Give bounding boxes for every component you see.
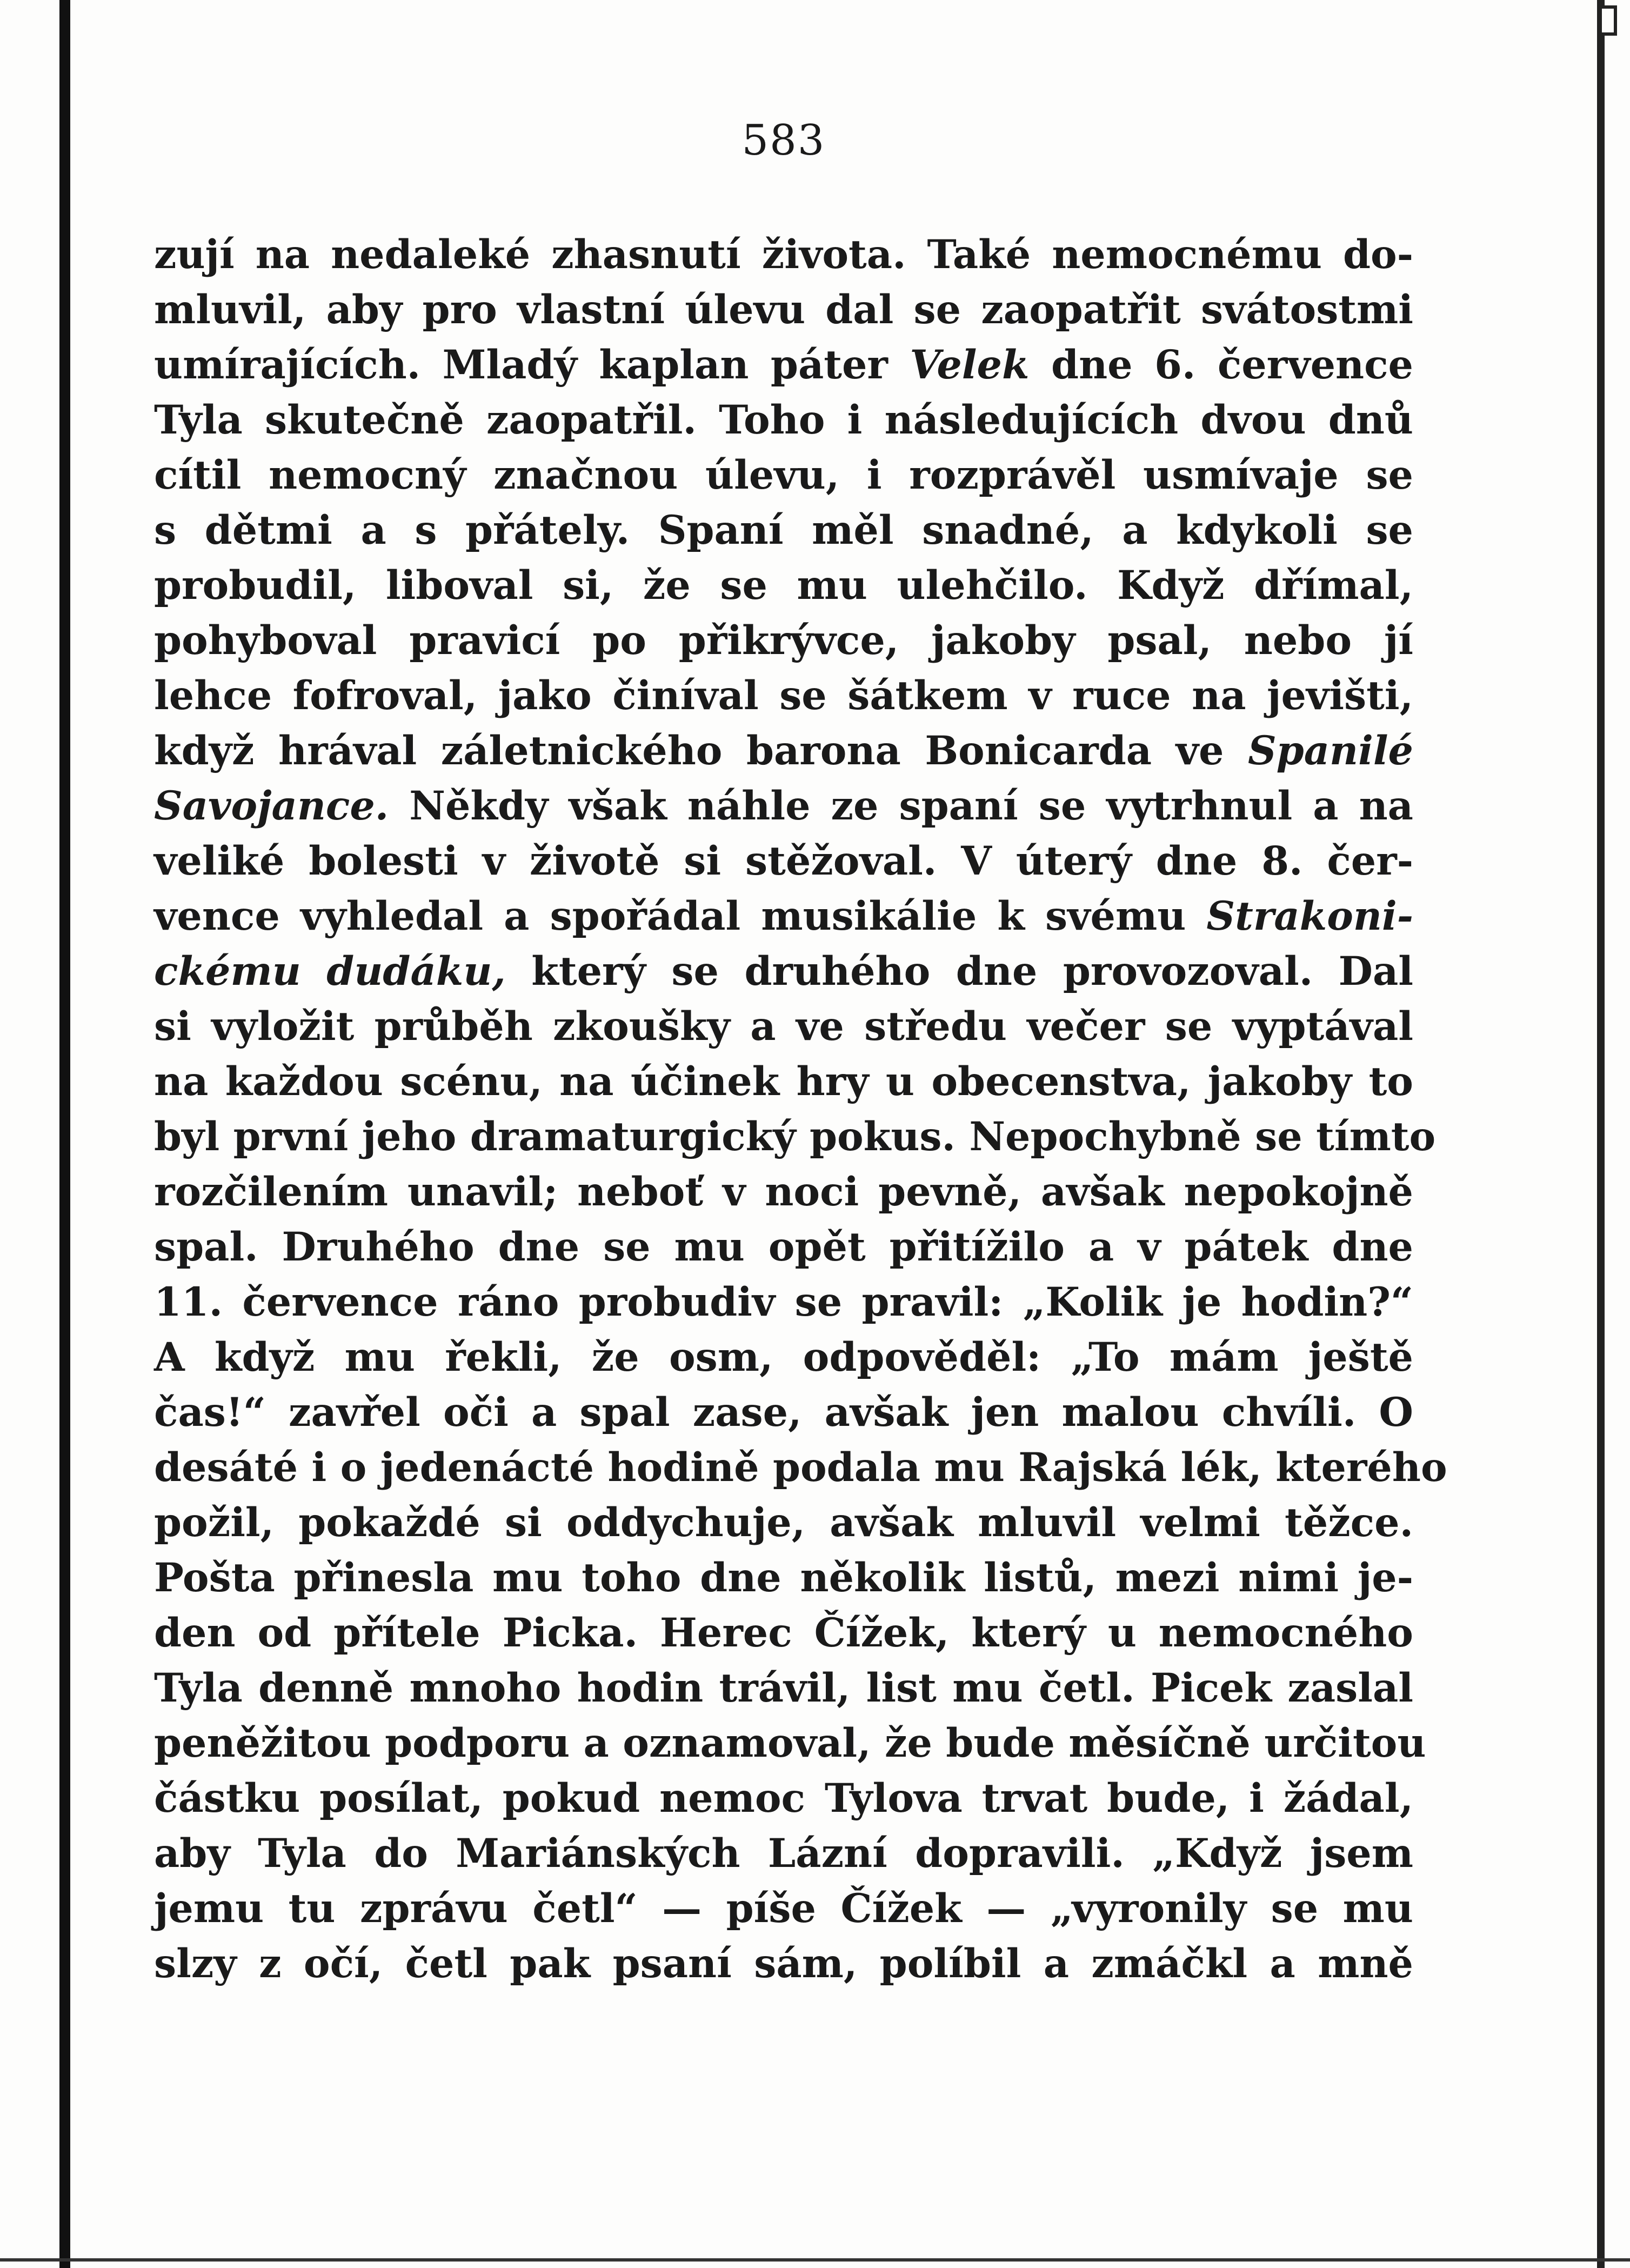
text-line xyxy=(154,1275,1413,1330)
text-line xyxy=(154,1881,1413,1936)
text-line xyxy=(154,1495,1413,1550)
scan-edge-bottom xyxy=(0,2258,1630,2262)
text-segment: desáté i o jedenácté hodině podala mu Rajská lék, kterého xyxy=(154,1444,1447,1491)
text-segment: byl první jeho dramaturgický pokus. Nepochybně se tímto xyxy=(154,1113,1436,1160)
text-segment: jemu tu zprávu četl“ — píše Čížek — „vyronily se mu xyxy=(154,1885,1413,1932)
text-line xyxy=(154,1385,1413,1440)
italic-text: Strakoni- xyxy=(1206,893,1413,939)
text-segment: den od přítele Picka. Herec Čížek, který u nemocného xyxy=(154,1610,1413,1656)
text-segment: lehce fofroval, jako činíval se šátkem v ruce na jevišti, xyxy=(154,672,1413,719)
text-segment: cítil nemocný značnou úlevu, i rozprávěl usmívaje se xyxy=(154,452,1413,498)
text-segment: aby Tyla do Mariánských Lázní dopravili. „Když jsem xyxy=(154,1830,1413,1877)
corner-mark xyxy=(1599,5,1617,36)
text-segment: Tyla denně mnoho hodin trávil, list mu četl. Picek zaslal xyxy=(154,1665,1413,1711)
text-line xyxy=(154,392,1413,448)
text-segment: rozčilením unavil; neboť v noci pevně, avšak nepokojně xyxy=(154,1169,1413,1215)
italic-text: Spanilé xyxy=(1247,728,1413,774)
italic-text: Velek xyxy=(910,342,1030,388)
text-segment: peněžitou podporu a oznamoval, že bude měsíčně určitou xyxy=(154,1720,1426,1766)
text-line xyxy=(154,833,1413,889)
text-segment: probudil, liboval si, že se mu ulehčilo. Když dřímal, xyxy=(154,562,1413,609)
text-segment: částku posílat, pokud nemoc Tylova trvat bude, i žádal, xyxy=(154,1775,1413,1822)
text-line xyxy=(154,1660,1413,1716)
text-segment: zují na nedaleké zhasnutí života. Také nemocnému do- xyxy=(154,231,1413,278)
text-line xyxy=(154,944,1413,999)
text-segment: veliké bolesti v životě si stěžoval. V úterý dne 8. čer- xyxy=(154,838,1413,884)
text-segment: když hrával záletnického barona Bonicarda ve xyxy=(154,728,1248,774)
page-number: 583 xyxy=(741,116,826,165)
text-line xyxy=(154,558,1413,613)
text-segment: který se druhého dne provozoval. Dal xyxy=(505,948,1413,995)
text-line xyxy=(154,1054,1413,1109)
text-line xyxy=(154,1219,1413,1275)
text-segment: pohyboval pravicí po přikrývce, jakoby psal, nebo jí xyxy=(154,617,1413,664)
text-line xyxy=(154,503,1413,558)
text-line xyxy=(154,613,1413,668)
text-segment: A když mu řekli, že osm, odpověděl: „To mám ještě xyxy=(154,1334,1413,1380)
text-line xyxy=(154,1771,1413,1826)
text-line xyxy=(154,723,1413,778)
text-segment: Pošta přinesla mu toho dne několik listů, mezi nimi je- xyxy=(154,1555,1413,1601)
text-line xyxy=(154,1164,1413,1219)
text-segment: požil, pokaždé si oddychuje, avšak mluvil velmi těžce. xyxy=(154,1499,1413,1546)
text-line xyxy=(154,999,1413,1054)
text-segment: dne 6. července xyxy=(1029,342,1413,388)
text-line xyxy=(154,448,1413,503)
text-line xyxy=(154,337,1413,392)
text-segment: čas!“ zavřel oči a spal zase, avšak jen malou chvíli. O xyxy=(154,1389,1413,1436)
italic-text: ckému dudáku, xyxy=(154,948,506,995)
text-line xyxy=(154,1330,1413,1385)
text-line xyxy=(154,227,1413,282)
text-segment: Tyla skutečně zaopatřil. Toho i následujících dvou dnů xyxy=(154,397,1413,443)
text-line xyxy=(154,1936,1413,1991)
scan-edge-right xyxy=(1597,0,1605,2268)
text-line xyxy=(154,1716,1426,1771)
text-line xyxy=(154,778,1413,833)
text-segment: umírajících. Mladý kaplan páter xyxy=(154,342,910,388)
text-segment: vence vyhledal a spořádal musikálie k svému xyxy=(154,893,1207,939)
text-line xyxy=(154,1826,1413,1881)
scan-edge-left xyxy=(59,0,70,2268)
text-line xyxy=(154,1605,1413,1660)
text-segment: Někdy však náhle ze spaní se vytrhnul a na xyxy=(389,783,1413,829)
text-line xyxy=(154,1550,1413,1605)
text-segment: na každou scénu, na účinek hry u obecenstva, jakoby to xyxy=(154,1058,1413,1105)
text-segment: spal. Druhého dne se mu opět přitížilo a v pátek dne xyxy=(154,1224,1413,1270)
text-segment: mluvil, aby pro vlastní úlevu dal se zaopatřit svátostmi xyxy=(154,286,1413,333)
text-segment: 11. července ráno probudiv se pravil: „Kolik je hodin?“ xyxy=(154,1279,1413,1325)
text-segment: slzy z očí, četl pak psaní sám, políbil a zmáčkl a mně xyxy=(154,1940,1413,1987)
text-segment: s dětmi a s přátely. Spaní měl snadné, a kdykoli se xyxy=(154,507,1413,553)
text-line xyxy=(154,282,1413,337)
text-segment: si vyložit průběh zkoušky a ve středu večer se vyptával xyxy=(154,1003,1413,1050)
text-line xyxy=(154,889,1413,944)
text-line xyxy=(154,1440,1447,1495)
body-text xyxy=(154,227,1447,1991)
text-line xyxy=(154,1109,1436,1164)
italic-text: Savojance. xyxy=(154,783,389,829)
text-line xyxy=(154,668,1413,723)
